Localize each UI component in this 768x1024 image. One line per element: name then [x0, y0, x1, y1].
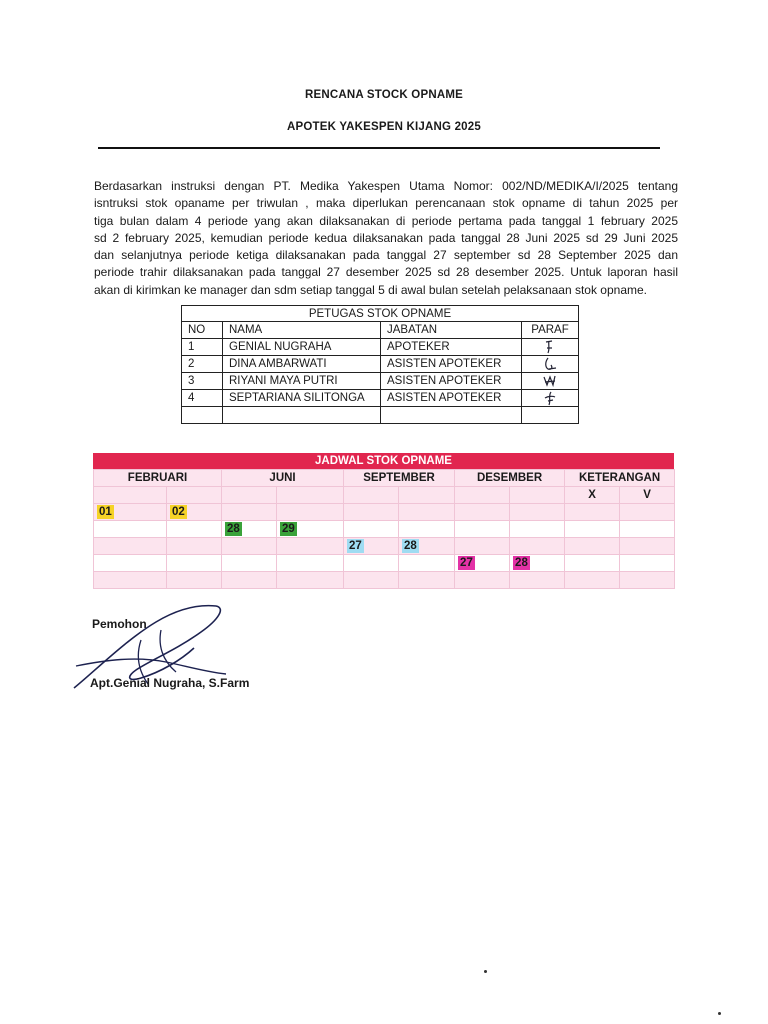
month-februari: FEBRUARI — [94, 470, 222, 487]
document-subtitle: APOTEK YAKESPEN KIJANG 2025 — [287, 121, 481, 133]
date-badge: 28 — [227, 523, 240, 535]
date-badge: 27 — [460, 557, 473, 569]
intro-line: periode trahir dilaksanakan pada tanggal 27 desember 2025 sd 28 desember 2025. Untuk laporan hasil — [94, 265, 678, 280]
intro-paragraph — [94, 178, 678, 299]
col-nama: NAMA — [223, 322, 381, 339]
paraf-signature — [522, 339, 579, 356]
row-no: 1 — [182, 339, 223, 356]
row-nama: SEPTARIANA SILITONGA — [223, 390, 381, 407]
row-no: 4 — [182, 390, 223, 407]
schedule-row-februari — [94, 504, 675, 521]
notes-header: KETERANGAN — [565, 470, 675, 487]
scan-speck — [484, 970, 487, 973]
date-badge: 27 — [349, 540, 362, 552]
schedule-row-desember — [94, 555, 675, 572]
notes-v: V — [620, 487, 675, 504]
intro-line: akan di kirimkan ke manager dan sdm setiap tanggal 5 di awal bulan setelah pelaksanaan stok opname. — [94, 282, 648, 297]
schedule-row-juni — [94, 521, 675, 538]
table-row — [182, 356, 579, 373]
header-divider — [98, 147, 660, 149]
paraf-signature — [522, 356, 579, 373]
date-badge: 02 — [172, 506, 185, 518]
schedule-row-september — [94, 538, 675, 555]
date-badge: 29 — [282, 523, 295, 535]
applicant-label: Pemohon — [92, 617, 147, 631]
date-badge: 28 — [515, 557, 528, 569]
schedule-title: JADWAL STOK OPNAME — [93, 453, 674, 469]
intro-line: dan selanjutnya periode ketiga dilaksanakan pada tanggal 27 september sd 28 September 2025 dan — [94, 248, 678, 263]
schedule-grid — [93, 469, 675, 589]
date-badge: 01 — [99, 506, 112, 518]
notes-x: X — [565, 487, 620, 504]
paraf-signature — [522, 373, 579, 390]
row-jabatan: ASISTEN APOTEKER — [381, 373, 522, 390]
row-jabatan: ASISTEN APOTEKER — [381, 356, 522, 373]
document-title: RENCANA STOCK OPNAME — [305, 89, 463, 101]
paraf-signature — [522, 390, 579, 407]
row-no: 3 — [182, 373, 223, 390]
month-september: SEPTEMBER — [344, 470, 455, 487]
schedule-month-row — [94, 470, 675, 487]
intro-line: Berdasarkan instruksi dengan PT. Medika Yakespen Utama Nomor: 002/ND/MEDIKA/I/2025 tentang — [94, 179, 678, 193]
staff-table-header — [182, 322, 579, 339]
col-jabatan: JABATAN — [381, 322, 522, 339]
row-nama: DINA AMBARWATI — [223, 356, 381, 373]
table-row — [182, 373, 579, 390]
schedule-row-empty — [94, 572, 675, 589]
table-row-empty — [182, 407, 579, 424]
staff-table — [181, 305, 579, 424]
row-jabatan: APOTEKER — [381, 339, 522, 356]
scan-speck — [718, 1012, 721, 1015]
applicant-name: Apt.Genial Nugraha, S.Farm — [90, 676, 250, 690]
row-jabatan: ASISTEN APOTEKER — [381, 390, 522, 407]
col-no: NO — [182, 322, 223, 339]
month-juni: JUNI — [222, 470, 344, 487]
row-nama: GENIAL NUGRAHA — [223, 339, 381, 356]
table-row — [182, 390, 579, 407]
staff-table-title: PETUGAS STOK OPNAME — [182, 306, 579, 322]
intro-line: tiga bulan dalam 4 periode yang akan dilaksanakan di periode pertama pada tanggal 1 february 2025 — [94, 213, 678, 228]
schedule-subheader-row — [94, 487, 675, 504]
intro-line: isntruksi stok opaname per triwulan , maka diperlukan perencanaan stok opname di tahun 2025 per — [94, 196, 678, 211]
schedule-table — [93, 453, 674, 589]
table-row — [182, 339, 579, 356]
month-desember: DESEMBER — [455, 470, 565, 487]
row-no: 2 — [182, 356, 223, 373]
date-badge: 28 — [404, 540, 417, 552]
row-nama: RIYANI MAYA PUTRI — [223, 373, 381, 390]
intro-line: sd 2 february 2025, kemudian periode kedua dilaksanakan pada tanggal 28 Juni 2025 sd 29 Juni 2025 — [94, 230, 678, 245]
col-paraf: PARAF — [522, 322, 579, 339]
